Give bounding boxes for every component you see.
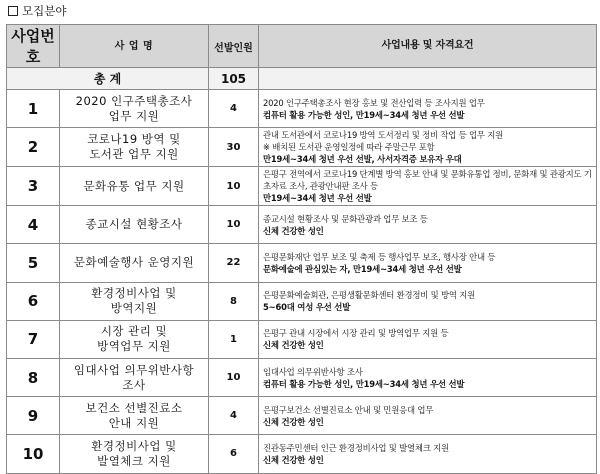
project-number: 1 bbox=[7, 90, 60, 128]
recruitment-table bbox=[6, 24, 597, 474]
project-number: 9 bbox=[7, 397, 60, 435]
project-name: 임대사업 의무위반사항 조사 bbox=[60, 358, 209, 396]
description-text: 은평구보건소 선별진료소 안내 및 민원응대 업무 bbox=[263, 404, 434, 415]
project-number: 2 bbox=[7, 128, 60, 167]
table-row bbox=[7, 358, 597, 396]
header-description: 사업내용 및 자격요건 bbox=[259, 25, 597, 68]
project-number: 5 bbox=[7, 244, 60, 282]
project-number: 10 bbox=[7, 435, 60, 473]
table-row bbox=[7, 90, 597, 128]
selection-count: 8 bbox=[209, 282, 259, 320]
header-project-name: 사 업 명 bbox=[60, 25, 209, 68]
description-text: 진관동주민센터 인근 환경정비사업 및 발열체크 지원 bbox=[263, 442, 449, 453]
selection-count: 30 bbox=[209, 128, 259, 167]
requirement-text: 문화예술에 관심있는 자, 만19세~34세 청년 우선 선발 bbox=[263, 263, 462, 274]
requirement-text: 컴퓨터 활용 가능한 성인, 만19세~34세 청년 우선 선발 bbox=[263, 109, 465, 120]
description-text: 2020 인구주택총조사 현장 홍보 및 전산입력 등 조사지원 업무 bbox=[263, 97, 485, 108]
project-description bbox=[259, 90, 597, 128]
total-empty-cell bbox=[259, 68, 597, 90]
description-text: 관내 도서관에서 코로나19 방역 도서정리 및 정비 작업 등 업무 지원 ※ 배치된 도서관 운영일정에 따라 주말근무 포함 bbox=[263, 130, 504, 153]
project-description bbox=[259, 244, 597, 282]
selection-count: 10 bbox=[209, 167, 259, 206]
requirement-text: 신체 건강한 성인 bbox=[263, 454, 324, 465]
project-name: 시장 관리 및 방역업무 지원 bbox=[60, 320, 209, 358]
project-description bbox=[259, 358, 597, 396]
table-row bbox=[7, 128, 597, 167]
total-row bbox=[7, 68, 597, 90]
table-row bbox=[7, 282, 597, 320]
description-text: 은평문화재단 업무 보조 및 축제 등 행사업무 보조, 행사장 안내 등 bbox=[263, 251, 496, 262]
project-description bbox=[259, 282, 597, 320]
selection-count: 6 bbox=[209, 435, 259, 473]
project-name: 코로나19 방역 및 도서관 업무 지원 bbox=[60, 128, 209, 167]
total-count: 105 bbox=[209, 68, 259, 90]
project-description bbox=[259, 206, 597, 244]
requirement-text: 5~60대 여성 우선 선발 bbox=[263, 302, 351, 313]
project-description bbox=[259, 128, 597, 167]
project-number: 8 bbox=[7, 358, 60, 396]
requirement-text: 신체 건강한 성인 bbox=[263, 225, 324, 236]
project-name: 문화유통 업무 지원 bbox=[60, 167, 209, 206]
project-name: 환경정비사업 및 방역지원 bbox=[60, 282, 209, 320]
project-name: 환경정비사업 및 발열체크 지원 bbox=[60, 435, 209, 473]
table-row bbox=[7, 320, 597, 358]
description-text: 임대사업 의무위반사항 조사 bbox=[263, 366, 363, 377]
project-name: 2020 인구주택총조사 업무 지원 bbox=[60, 90, 209, 128]
selection-count: 10 bbox=[209, 206, 259, 244]
project-name: 문화예술행사 운영지원 bbox=[60, 244, 209, 282]
checkbox-square-icon bbox=[8, 6, 18, 16]
project-number: 7 bbox=[7, 320, 60, 358]
description-text: 은평구 관내 시장에서 시장 관리 및 방역업무 지원 등 bbox=[263, 328, 449, 339]
description-text: 종교시설 현황조사 및 문화관광과 업무 보조 등 bbox=[263, 213, 428, 224]
project-description bbox=[259, 320, 597, 358]
requirement-text: 신체 건강한 성인 bbox=[263, 340, 324, 351]
table-row bbox=[7, 206, 597, 244]
description-text: 은평문화예술회관, 은평생활문화센터 환경정비 및 방역 지원 bbox=[263, 290, 476, 301]
project-number: 4 bbox=[7, 206, 60, 244]
header-project-number: 사업번호 bbox=[7, 25, 60, 68]
selection-count: 1 bbox=[209, 320, 259, 358]
project-name: 보건소 선별진료소 안내 지원 bbox=[60, 397, 209, 435]
section-heading bbox=[8, 2, 66, 20]
project-description bbox=[259, 167, 597, 206]
total-label: 총 계 bbox=[7, 68, 209, 90]
project-description bbox=[259, 435, 597, 473]
project-name: 종교시설 현황조사 bbox=[60, 206, 209, 244]
section-title: 모집분야 bbox=[22, 4, 67, 18]
requirement-text: 만19세~34세 청년 우선 선발, 사서자격증 보유자 우대 bbox=[263, 154, 462, 165]
project-description bbox=[259, 397, 597, 435]
selection-count: 4 bbox=[209, 90, 259, 128]
requirement-text: 만19세~34세 청년 우선 선발 bbox=[263, 193, 372, 204]
table-header-row bbox=[7, 25, 597, 68]
table-row bbox=[7, 435, 597, 473]
selection-count: 10 bbox=[209, 358, 259, 396]
project-number: 6 bbox=[7, 282, 60, 320]
project-number: 3 bbox=[7, 167, 60, 206]
header-selection-count: 선발인원 bbox=[209, 25, 259, 68]
description-text: 은평구 전역에서 코로나19 단계별 방역 홍보 안내 및 문화유통업 정비, 문화재 및 관광지도 기초자료 조사, 관광안내판 조사 등 bbox=[263, 169, 592, 192]
selection-count: 4 bbox=[209, 397, 259, 435]
selection-count: 22 bbox=[209, 244, 259, 282]
table-row bbox=[7, 397, 597, 435]
requirement-text: 신체 건강한 성인 bbox=[263, 416, 324, 427]
requirement-text: 컴퓨터 활용 가능한 성인, 만19세~34세 청년 우선 선발 bbox=[263, 378, 465, 389]
table-row bbox=[7, 244, 597, 282]
table-row bbox=[7, 167, 597, 206]
